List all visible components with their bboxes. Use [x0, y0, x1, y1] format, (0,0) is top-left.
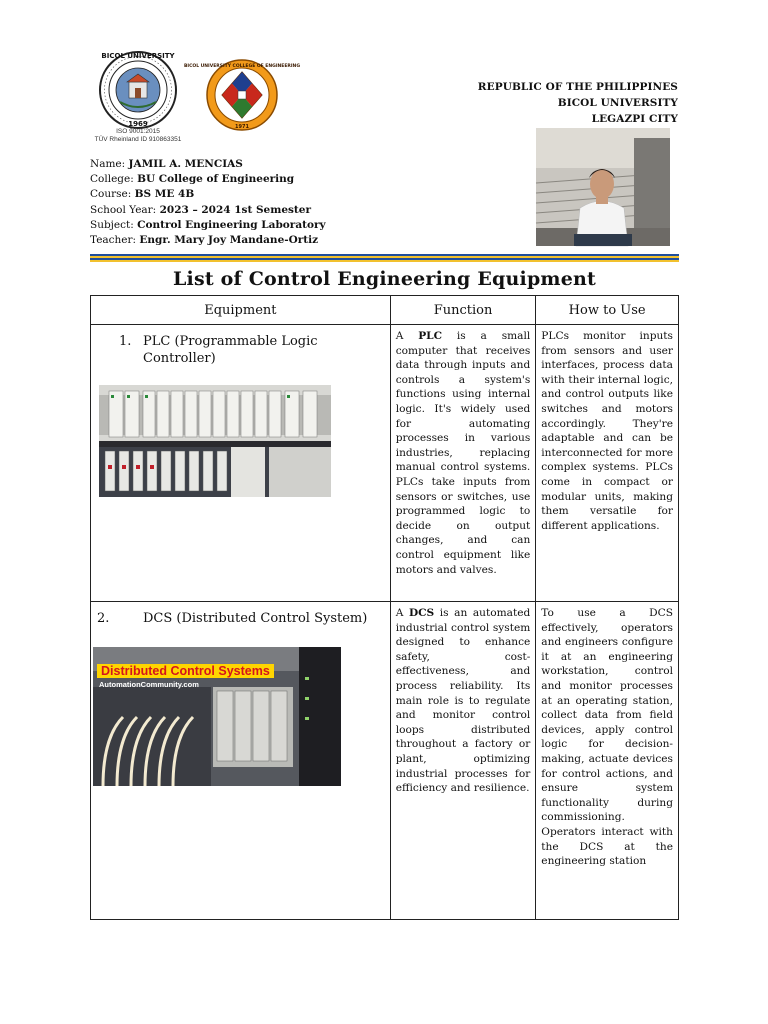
plc-image [99, 385, 331, 497]
student-college: BU College of Engineering [137, 173, 295, 186]
student-course: BS ME 4B [134, 188, 195, 201]
how-to-use-cell: To use a DCS effectively, operators and engineers configure it at an engineering workstation, control and monitor processes at an operating station, collect data from field devices, apply control logic for decision-making, actuate devices for control actions, and ensure system functionality during commissioning. Operators interact with the DCS at the engineering station [536, 602, 679, 920]
table-row [91, 325, 679, 602]
dcs-image-banner: Distributed Control Systems [97, 664, 274, 678]
equipment-name: DCS (Distributed Control System) [143, 611, 368, 626]
institution-header [478, 79, 678, 127]
table-header-row [91, 296, 679, 325]
dcs-image [93, 647, 341, 786]
function-cell: A DCS is an automated industrial control system designed to enhance safety, cost-effectiveness, and process reliability. Its main role is to regulate and monitor control loops distributed throughout a factory or plant, optimizing industrial processes for efficiency and resilience. [390, 602, 536, 920]
school-year: 2023 – 2024 1st Semester [159, 203, 311, 216]
equipment-table [90, 295, 679, 920]
column-header-function: Function [390, 296, 536, 325]
equipment-number: 1. [119, 334, 132, 349]
header-divider-stripes [90, 254, 679, 264]
equipment-number: 2. [97, 611, 110, 626]
student-photo [536, 128, 670, 246]
logo1-ring-text: BICOL UNIVERSITY [101, 52, 175, 60]
how-to-use-cell: PLCs monitor inputs from sensors and user interfaces, process data with their internal logic, and control outputs like switches and motors accordingly. They're adaptable and can be interconnected for more complex systems. PLCs come in compact or modular units, making them versatile for different applications. [536, 325, 679, 602]
table-row [91, 602, 679, 920]
dcs-image-site: AutomationCommunity.com [99, 680, 199, 689]
logo1-year: 1969 [128, 120, 148, 128]
header-line-republic: REPUBLIC OF THE PHILIPPINES [477, 81, 678, 93]
iso-certification: ISO 9001:2015 TÜV Rheinland ID 910863351 [94, 128, 182, 143]
column-header-how-to-use: How to Use [536, 296, 679, 325]
equipment-name: PLC (Programmable Logic Controller) [143, 334, 318, 366]
function-cell: A PLC is a small computer that receives data through inputs and controls a system's functions using internal logic. It's widely used for automating processes in various industries, replacing manual control systems. PLCs take inputs from sensors or switches, use programmed logic to decide on output changes, and can control equipment like motors and valves. [390, 325, 536, 602]
student-info: Name: JAMIL A. MENCIAS College: BU College of Engineering Course: BS ME 4B School Year: 2023 – 2024 1st Semester Subject: Control Engineering Laboratory Teacher: Engr. Mary Joy Mandane-Ortiz [90, 158, 326, 247]
header-line-university: BICOL UNIVERSITY [557, 97, 678, 109]
teacher: Engr. Mary Joy Mandane-Ortiz [139, 234, 319, 247]
subject: Control Engineering Laboratory [137, 218, 326, 231]
equipment-cell [91, 602, 391, 920]
equipment-cell [91, 325, 391, 602]
column-header-equipment: Equipment [91, 296, 391, 325]
header-line-city: LEGAZPI CITY [591, 113, 678, 125]
logo2-ring-text: BICOL UNIVERSITY COLLEGE OF ENGINEERING [183, 64, 301, 69]
page-title: List of Control Engineering Equipment [172, 268, 597, 290]
student-name: JAMIL A. MENCIAS [128, 158, 243, 170]
logo2-year: 1971 [235, 124, 249, 130]
college-of-engineering-logo [183, 58, 301, 132]
